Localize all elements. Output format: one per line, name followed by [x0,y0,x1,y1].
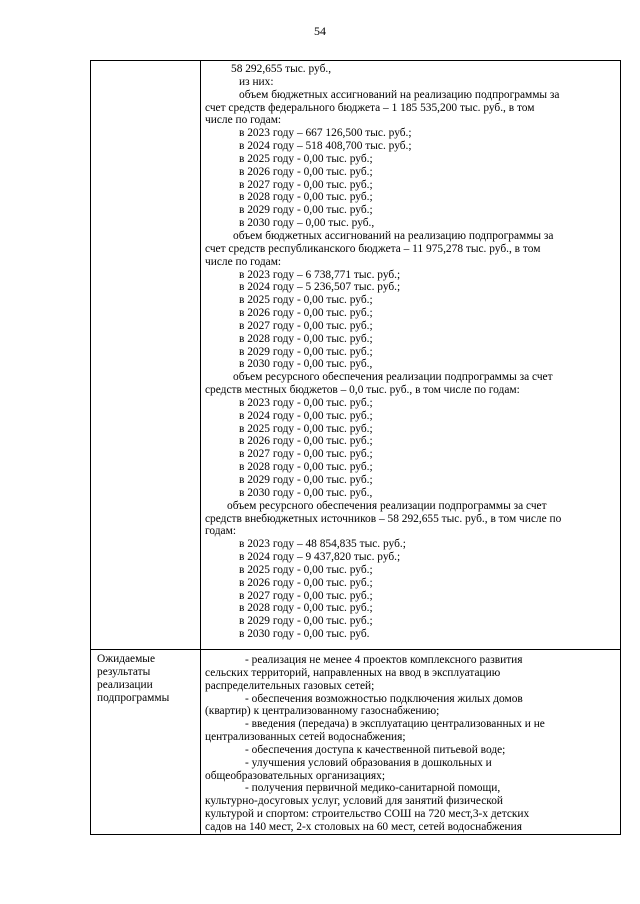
text-line: в 2028 году - 0,00 тыс. руб.; [239,191,373,204]
text-line: в 2030 году - 0,00 тыс. руб. [239,628,370,641]
text-line: числе по годам: [205,114,282,127]
text-line: средств местных бюджетов – 0,0 тыс. руб., в том числе по годам: [205,384,520,397]
row-label-cell [91,61,201,650]
expected-results-content-cell [201,650,621,835]
text-line: в 2023 году – 6 738,771 тыс. руб.; [239,268,401,281]
text-line: в 2028 году - 0,00 тыс. руб.; [239,461,373,474]
text-line: в 2028 году - 0,00 тыс. руб.; [239,602,373,615]
text-line: в 2023 году – 667 126,500 тыс. руб.; [239,127,412,140]
text-line: садов на 140 мест, 2-х столовых на 60 мест, сетей водоснабжения [205,820,522,833]
text-line: в 2025 году - 0,00 тыс. руб.; [239,152,373,165]
text-line: объем ресурсного обеспечения реализации подпрограммы за счет [233,371,553,384]
text-line: объем бюджетных ассигнований на реализацию подпрограммы за [239,88,560,101]
text-line: в 2027 году - 0,00 тыс. руб.; [239,589,373,602]
text-line: (квартир) к централизованному газоснабжению; [205,705,440,718]
text-line: в 2026 году - 0,00 тыс. руб.; [239,576,373,589]
text-line: сельских территорий, направленных на ввод в эксплуатацию [205,666,501,679]
text-line: культурой и спортом: строительство СОШ на 720 мест,3-х детских [205,808,530,821]
text-line: культурно-досуговых услуг, условий для занятий физической [205,795,504,808]
text-line: в 2029 году - 0,00 тыс. руб.; [239,345,373,358]
text-line: годам: [205,525,236,538]
text-line: общеобразовательных организациях; [205,769,386,782]
funding-content-cell [201,61,621,650]
text-line: в 2024 году - 0,00 тыс. руб.; [239,409,373,422]
text-line: в 2028 году - 0,00 тыс. руб.; [239,332,373,345]
text-line: - обеспечения возможностью подключения жилых домов [245,692,523,705]
text-line: в 2026 году - 0,00 тыс. руб.; [239,307,373,320]
text-line: объем ресурсного обеспечения реализации подпрограммы за счет [227,499,547,512]
text-line: из них: [239,75,274,88]
table-row-expected-results [91,650,621,835]
text-line: в 2029 году - 0,00 тыс. руб.; [239,204,373,217]
text-line: объем бюджетных ассигнований на реализацию подпрограммы за [233,229,554,242]
text-line: - обеспечения доступа к качественной питьевой воде; [245,743,506,756]
text-line: в 2030 году - 0,00 тыс. руб., [239,358,373,371]
text-line: в 2023 году - 0,00 тыс. руб.; [239,396,373,409]
text-line: средств внебюджетных источников – 58 292,655 тыс. руб., в том числе по [205,512,562,525]
text-line: в 2029 году - 0,00 тыс. руб.; [239,474,373,486]
text-line: в 2027 году - 0,00 тыс. руб.; [239,319,373,332]
text-line: - реализация не менее 4 проектов комплексного развития [245,654,523,666]
text-line: 58 292,655 тыс. руб., [231,63,332,75]
text-line: в 2024 году – 9 437,820 тыс. руб.; [239,551,401,564]
text-line: в 2024 году – 518 408,700 тыс. руб.; [239,140,412,153]
text-line: в 2029 году - 0,00 тыс. руб.; [239,615,373,628]
text-line: в 2026 году - 0,00 тыс. руб.; [239,435,373,448]
text-line: в 2024 году – 5 236,507 тыс. руб.; [239,281,401,294]
subprogram-table [90,60,621,835]
text-line: в 2025 году - 0,00 тыс. руб.; [239,563,373,576]
text-line: - улучшения условий образования в дошкольных и [245,756,492,769]
text-line: в 2030 году - 0,00 тыс. руб., [239,486,373,499]
text-line: централизованных сетей водоснабжения; [205,731,406,744]
text-line: в 2027 году - 0,00 тыс. руб.; [239,448,373,461]
text-line: в 2027 году - 0,00 тыс. руб.; [239,178,373,191]
text-line: в 2023 году – 48 854,835 тыс. руб.; [239,538,406,551]
text-line: счет средств республиканского бюджета – 11 975,278 тыс. руб., в том [205,242,541,255]
text-line: в 2025 году - 0,00 тыс. руб.; [239,422,373,435]
expected-results-label: Ожидаемые результаты реализации подпрограммы [91,650,201,835]
text-line: в 2025 году - 0,00 тыс. руб.; [239,294,373,307]
text-line: - введения (передача) в эксплуатацию централизованных и не [245,718,545,731]
text-line: числе по годам: [205,255,282,268]
table-row-funding [91,61,621,650]
text-line: в 2026 году - 0,00 тыс. руб.; [239,165,373,178]
page-number: 54 [314,24,326,38]
text-line: счет средств федерального бюджета – 1 185 535,200 тыс. руб., в том [205,101,535,114]
text-line: - получения первичной медико-санитарной помощи, [245,782,501,795]
text-line: распределительных газовых сетей; [205,679,375,692]
text-line: в 2030 году – 0,00 тыс. руб., [239,217,375,230]
